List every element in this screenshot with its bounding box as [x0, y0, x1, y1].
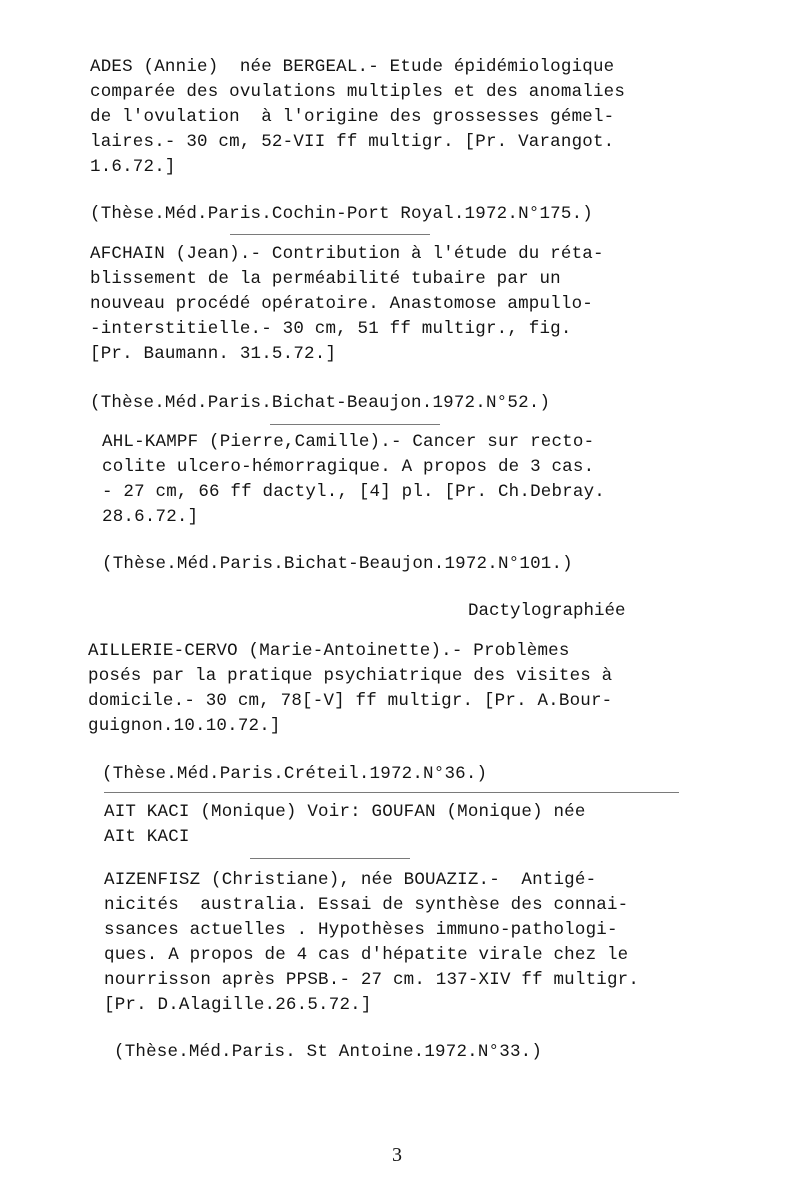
entry-text-line: AFCHAIN (Jean).- Contribution à l'étude du réta-: [90, 244, 604, 264]
entry-text-line: domicile.- 30 cm, 78[-V] ff multigr. [Pr. A.Bour-: [88, 691, 613, 711]
catalog-entry: [104, 868, 744, 1018]
typescript-note: Dactylographiée: [468, 601, 626, 621]
entry-text-line: [Pr. D.Alagille.26.5.72.]: [104, 995, 372, 1015]
entry-text-line: ADES (Annie) née BERGEAL.- Etude épidémiologique: [90, 57, 615, 77]
entry-text-line: ques. A propos de 4 cas d'hépatite virale chez le: [104, 945, 629, 965]
entry-text-line: nourrisson après PPSB.- 27 cm. 137-XIV ff multigr.: [104, 970, 640, 990]
catalog-entry: [90, 55, 730, 180]
catalog-entry: [90, 242, 730, 367]
thesis-source: (Thèse.Méd.Paris.Créteil.1972.N°36.): [102, 764, 488, 784]
divider: [270, 424, 440, 425]
entry-text-line: nicités australia. Essai de synthèse des connai-: [104, 895, 629, 915]
entry-text-line: guignon.10.10.72.]: [88, 716, 281, 736]
thesis-source: (Thèse.Méd.Paris. St Antoine.1972.N°33.): [114, 1042, 543, 1062]
entry-text-line: AIT KACI (Monique) Voir: GOUFAN (Monique) née: [104, 802, 586, 822]
entry-text-line: posés par la pratique psychiatrique des visites à: [88, 666, 613, 686]
divider: [230, 234, 430, 235]
catalog-entry: [88, 639, 728, 739]
thesis-source: (Thèse.Méd.Paris.Bichat-Beaujon.1972.N°52.): [90, 393, 551, 413]
entry-text-line: -interstitielle.- 30 cm, 51 ff multigr., fig.: [90, 319, 572, 339]
entry-text-line: 28.6.72.]: [102, 507, 199, 527]
catalog-entry: [102, 430, 742, 530]
page-number: 3: [392, 1144, 402, 1166]
entry-text-line: de l'ovulation à l'origine des grossesses gémel-: [90, 107, 615, 127]
entry-text-line: 1.6.72.]: [90, 157, 176, 177]
entry-text-line: AIZENFISZ (Christiane), née BOUAZIZ.- Antigé-: [104, 870, 597, 890]
entry-text-line: AIt KACI: [104, 827, 190, 847]
entry-text-line: laires.- 30 cm, 52-VII ff multigr. [Pr. Varangot.: [90, 132, 615, 152]
entry-text-line: nouveau procédé opératoire. Anastomose ampullo-: [90, 294, 593, 314]
entry-text-line: AILLERIE-CERVO (Marie-Antoinette).- Problèmes: [88, 641, 570, 661]
thesis-source: (Thèse.Méd.Paris.Bichat-Beaujon.1972.N°101.): [102, 554, 573, 574]
entry-text-line: - 27 cm, 66 ff dactyl., [4] pl. [Pr. Ch.Debray.: [102, 482, 605, 502]
entry-text-line: comparée des ovulations multiples et des anomalies: [90, 82, 626, 102]
entry-text-line: blissement de la perméabilité tubaire par un: [90, 269, 561, 289]
catalog-entry: [104, 800, 744, 850]
entry-text-line: [Pr. Baumann. 31.5.72.]: [90, 344, 337, 364]
divider: [104, 792, 679, 793]
entry-text-line: ssances actuelles . Hypothèses immuno-pathologi-: [104, 920, 618, 940]
entry-text-line: colite ulcero-hémorragique. A propos de 3 cas.: [102, 457, 595, 477]
divider: [250, 858, 410, 859]
thesis-source: (Thèse.Méd.Paris.Cochin-Port Royal.1972.N°175.): [90, 204, 593, 224]
entry-text-line: AHL-KAMPF (Pierre,Camille).- Cancer sur recto-: [102, 432, 595, 452]
